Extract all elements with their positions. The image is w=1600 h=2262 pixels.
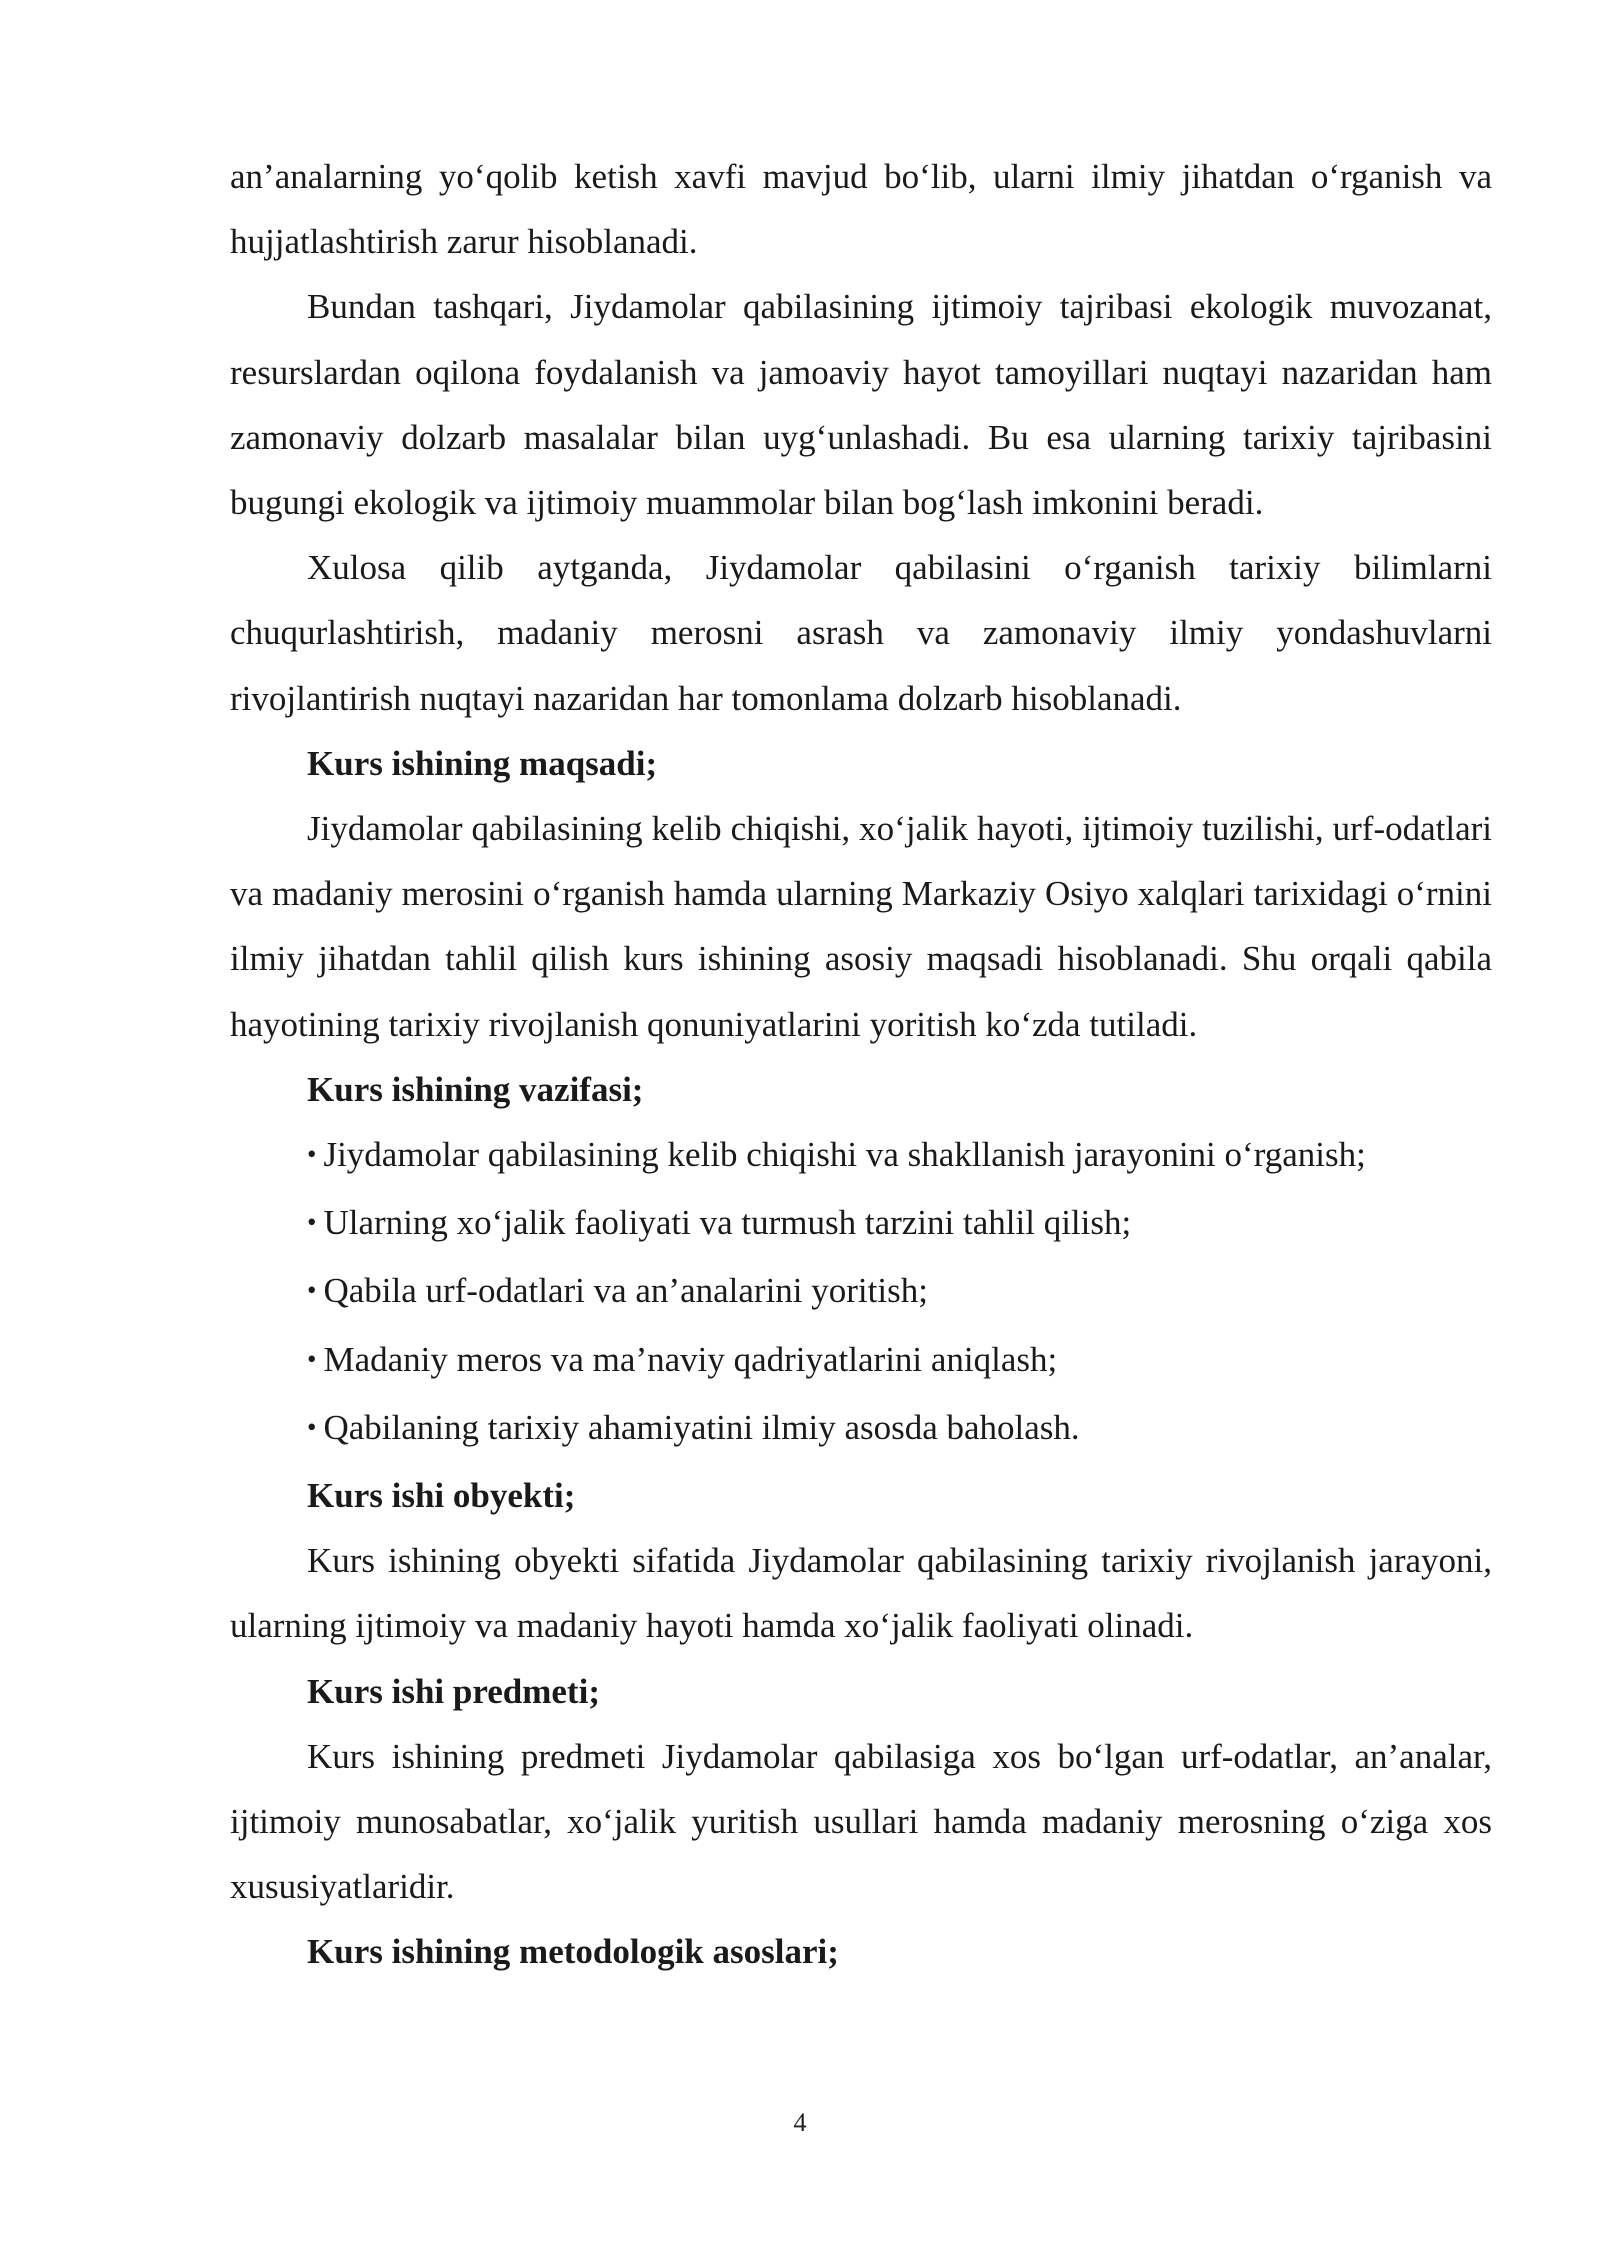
heading-methodology: Kurs ishining metodologik asoslari; [307,1932,839,1972]
list-item [230,1395,1492,1463]
page-number: 4 [793,2108,807,2137]
paragraph-goal: Jiydamolar qabilasining kelib chiqishi, xo‘jalik hayoti, ijtimoiy tuzilishi, urf-odatlari va madaniy merosini o‘rganish hamda ularning Markaziy Osiyo xalqlari tarixidagi o‘rnini ilmiy jihatdan tahlil qilish kurs ishining asosiy maqsadi hisoblanadi. Shu orqali qabila hayotining tarixiy rivojlanish qonuniyatlarini yoritish ko‘zda tutiladi. [230,809,1492,1044]
list-item-text: Qabila urf-odatlari va an’analarini yoritish; [323,1271,928,1311]
heading-object: Kurs ishi obyekti; [307,1476,576,1516]
heading-subject: Kurs ishi predmeti; [307,1671,600,1711]
paragraph-conclusion: Xulosa qilib aytganda, Jiydamolar qabilasini o‘rganish tarixiy bilimlarni chuqurlashtirish, madaniy merosni asrash va zamonaviy ilmiy yondashuvlarni rivojlantirish nuqtayi nazaridan har tomonlama dolzarb hisoblanadi. [230,548,1492,718]
list-item-text: Qabilaning tarixiy ahamiyatini ilmiy asosda baholash. [323,1407,1080,1447]
page-body [230,144,1492,1985]
list-item-text: Jiydamolar qabilasining kelib chiqishi va shakllanish jarayonini o‘rganish; [323,1135,1366,1175]
bullet-icon: • [307,1411,317,1442]
bullet-icon: • [307,1207,317,1238]
tasks-list [230,1122,1492,1463]
paragraph-ecology: Bundan tashqari, Jiydamolar qabilasining ijtimoiy tajribasi ekologik muvozanat, resurslardan oqilona foydalanish va jamoaviy hayot tamoyillari nuqtayi nazaridan ham zamonaviy dolzarb masalalar bilan uyg‘unlashadi. Bu esa ularning tarixiy tajribasini bugungi ekologik va ijtimoiy muammolar bilan bog‘lash imkonini beradi. [230,287,1492,523]
paragraph-object: Kurs ishining obyekti sifatida Jiydamolar qabilasining tarixiy rivojlanish jarayoni, ularning ijtimoiy va madaniy hayoti hamda xo‘jalik faoliyati olinadi. [230,1541,1492,1646]
list-item [230,1122,1492,1190]
heading-tasks: Kurs ishining vazifasi; [307,1069,644,1109]
heading-goal: Kurs ishining maqsadi; [307,743,658,783]
bullet-icon: • [307,1139,317,1170]
list-item [230,1327,1492,1395]
list-item [230,1258,1492,1326]
bullet-icon: • [307,1343,317,1374]
bullet-icon: • [307,1275,317,1306]
list-item-text: Madaniy meros va ma’naviy qadriyatlarini aniqlash; [323,1339,1058,1379]
list-item [230,1190,1492,1258]
paragraph-subject: Kurs ishining predmeti Jiydamolar qabilasiga xos bo‘lgan urf-odatlar, an’analar, ijtimoiy munosabatlar, xo‘jalik yuritish usullari hamda madaniy merosning o‘ziga xos xususiyatlaridir. [230,1736,1492,1907]
paragraph-continuation: an’analarning yo‘qolib ketish xavfi mavjud bo‘lib, ularni ilmiy jihatdan o‘rganish va hujjatlashtirish zarur hisoblanadi. [230,157,1492,262]
list-item-text: Ularning xo‘jalik faoliyati va turmush tarzini tahlil qilish; [323,1203,1132,1243]
